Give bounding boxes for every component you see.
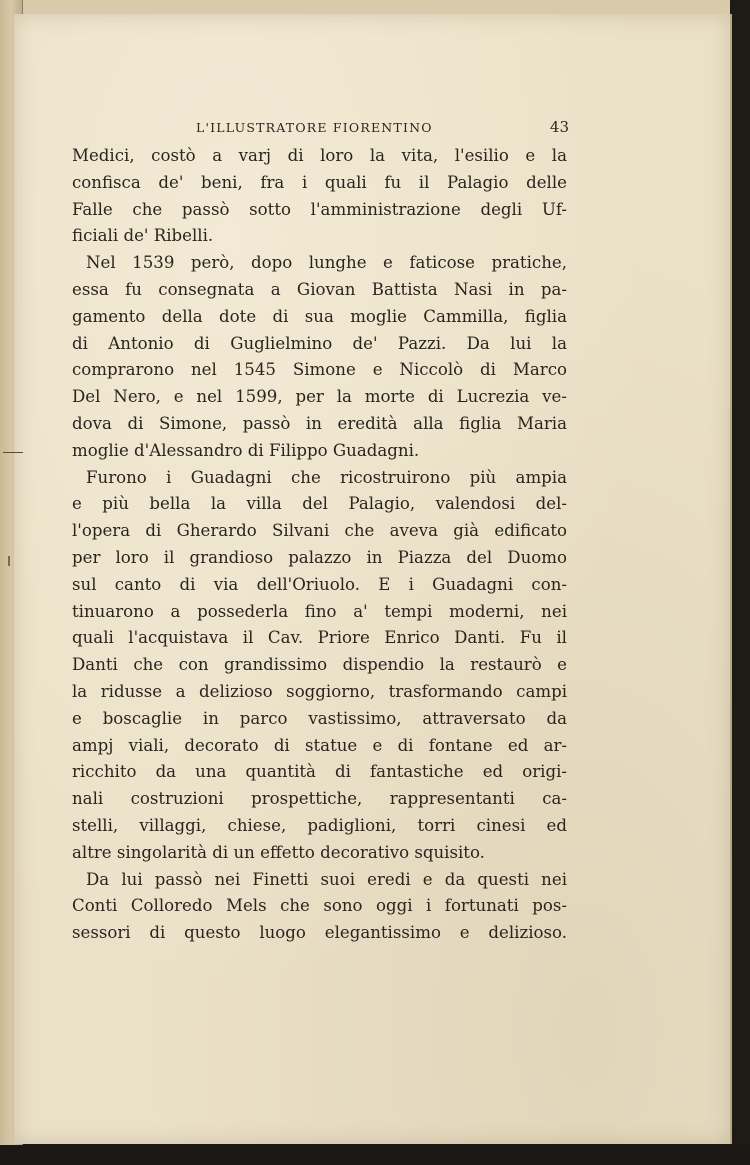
text-line: Falle che passò sotto l'amministrazione degli Uf- [72,199,567,219]
text-line: per loro il grandioso palazzo in Piazza del Duomo [72,547,567,567]
text-line: Furono i Guadagni che ricostruirono più ampia [86,467,567,487]
text-line: l'opera di Gherardo Silvani che aveva già edificato [72,521,567,541]
scan-background [0,1145,750,1165]
text-line: confisca de' beni, fra i quali fu il Palagio delle [72,172,567,192]
text-line: Conti Colloredo Mels che sono oggi i fortunati pos- [72,896,567,916]
margin-mark [8,556,10,566]
text-line: moglie d'Alessandro di Filippo Guadagni. [72,440,420,460]
text-line: Da lui passò nei Finetti suoi eredi e da questi nei [86,869,567,889]
text-line: quali l'acquistava il Cav. Priore Enrico Danti. Fu il [72,628,567,648]
text-line: sul canto di via dell'Oriuolo. E i Guadagni con- [72,574,567,594]
text-line: altre singolarità di un effetto decorativo squisito. [72,842,485,862]
text-line: tinuarono a possederla fino a' tempi moderni, nei [72,601,567,621]
text-line: dova di Simone, passò in eredità alla figlia Maria [72,413,567,433]
text-line: Danti che con grandissimo dispendio la restaurò e [72,655,567,675]
text-line: essa fu consegnata a Giovan Battista Nasi in pa- [72,279,567,299]
text-line: nali costruzioni prospettiche, rappresentanti ca- [72,789,567,809]
text-line: la ridusse a delizioso soggiorno, trasformando campi [72,681,567,701]
text-line: Medici, costò a varj di loro la vita, l'esilio e la [72,146,567,165]
text-line: e boscaglie in parco vastissimo, attraversato da [72,708,567,728]
text-line: di Antonio di Guglielmino de' Pazzi. Da lui la [72,333,567,353]
text-line: ficiali de' Ribelli. [72,226,214,246]
page-number: 43 [549,118,569,136]
page-header [76,120,569,140]
text-line: gamento della dote di sua moglie Cammilla, figlia [72,306,567,326]
running-title: L'ILLUSTRATORE FIORENTINO [196,120,433,135]
margin-mark [3,452,23,453]
text-line: Del Nero, e nel 1599, per la morte di Lucrezia ve- [72,387,567,407]
text-line: stelli, villaggi, chiese, padiglioni, torri cinesi ed [72,815,567,835]
text-line: e più bella la villa del Palagio, valendosi del- [72,494,567,514]
text-line: ricchito da una quantità di fantastiche ed origi- [72,762,567,782]
text-line: ampj viali, decorato di statue e di fontane ed ar- [72,735,567,755]
text-line: Nel 1539 però, dopo lunghe e faticose pratiche, [86,253,567,273]
text-line: comprarono nel 1545 Simone e Niccolò di Marco [72,360,567,380]
body-text [72,143,567,947]
text-line: sessori di questo luogo elegantissimo e delizioso. [72,923,567,943]
